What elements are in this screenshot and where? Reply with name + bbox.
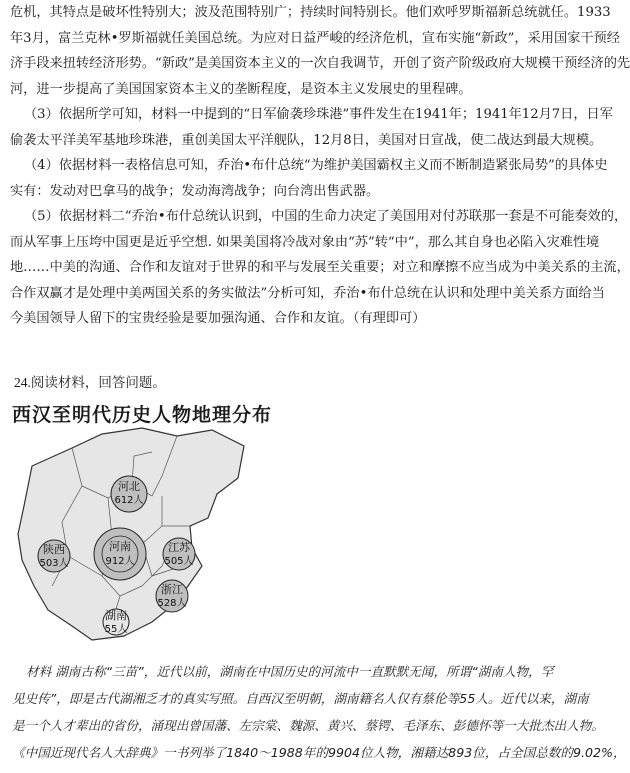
region-name: 浙江 (161, 583, 183, 596)
text-line: 危机，其特点是破坏性特别大；波及范围特别广；持续时间特别长。他们欢呼罗斯福新总统就任。1933 (10, 5, 611, 20)
text-line: 今美国领导人留下的宝贵经验是要加强沟通、合作和友谊。（有理即可） (10, 311, 426, 327)
text-line: （3）依据所学可知，材料一中提到的“日军偷袭珍珠港”事件发生在1941年；1941年12月7日，日军 (24, 107, 613, 122)
text-line: 《中国近现代名人大辞典》一书列举了1840～1988年的9904位人物，湘籍达893位，占全国总数的9.02%， (12, 745, 626, 760)
paragraph-item-4 (10, 153, 608, 204)
question-title: 24.阅读材料，回答问题。 (14, 375, 166, 390)
region-zhejiang (156, 580, 188, 612)
paragraph-new-deal (10, 0, 630, 102)
paragraph-item-5 (10, 204, 630, 332)
text-line: 材料 湖南古称“三苗”，近代以前，湖南在中国历史的河流中一直默默无闻，所谓“湖南人物，罕 (26, 664, 554, 679)
text-line: 是一个人才辈出的省份，涌现出曾国藩、左宗棠、魏源、黄兴、蔡锷、毛泽东、彭德怀等一大批杰出人物。 (12, 718, 604, 733)
text-line: 河，进一步提高了美国国家资本主义的垄断程度，是资本主义发展史的里程碑。 (10, 81, 472, 97)
material-paragraph (12, 658, 626, 766)
text-line: （4）依据材料一表格信息可知，乔治•布什总统“为维护美国霸权主义而不断制造紧张局势”的具体史 (24, 158, 608, 173)
text-line: 合作双赢才是处理中美两国关系的务实做法”分析可知，乔治•布什总统在认识和处理中美关系方面给当 (10, 285, 605, 301)
region-hebei (111, 476, 147, 512)
text-line: 而从军事上压垮中国更是近乎空想. 如果美国将冷战对象由“苏”转“中”，那么其自身也必陷入灾难性境 (10, 234, 600, 250)
region-name: 陕西 (43, 543, 65, 556)
region-count: 528人 (157, 598, 187, 609)
region-henan (94, 528, 146, 580)
region-count: 503人 (39, 558, 69, 569)
text-line: （5）依据材料二“乔治•布什总统认识到，中国的生命力决定了美国用对付苏联那一套是不可能奏效的， (24, 209, 628, 224)
region-count: 612人 (114, 495, 144, 506)
region-name: 河南 (109, 540, 131, 553)
region-count: 505人 (164, 556, 194, 567)
map-graphic (12, 426, 252, 648)
text-line: 地……中美的沟通、合作和友谊对于世界的和平与发展至关重要；对立和摩擦不应当成为中美关系的主流， (10, 260, 630, 276)
text-line: 济手段来扭转经济形势。“新政”是美国资本主义的一次自我调节，开创了资产阶级政府大规模干预经济的先 (10, 56, 630, 72)
paragraph-item-3 (10, 102, 613, 153)
text-line: 年3月，富兰克林•罗斯福就任美国总统。为应对日益严峻的经济危机，宣布实施“新政”，采用国家干预经 (10, 30, 620, 46)
region-name: 河北 (118, 480, 140, 493)
history-figures-map (12, 398, 273, 650)
region-count: 912人 (105, 556, 135, 567)
region-shaanxi (38, 540, 70, 572)
text-line: 偷袭太平洋美军基地珍珠港，重创美国太平洋舰队，12月8日，美国对日宣战，使二战达到最大规模。 (10, 132, 603, 148)
region-name: 湖南 (105, 609, 127, 622)
map-title: 西汉至明代历史人物地理分布 (12, 404, 273, 426)
region-jiangsu (163, 538, 195, 570)
region-count: 55人 (104, 624, 128, 635)
text-line: 实有：发动对巴拿马的战争；发动海湾战争；向台湾出售武器。 (10, 183, 380, 199)
region-hunan (103, 608, 129, 635)
region-name: 江苏 (168, 541, 190, 554)
text-line: 见史传”，即是古代湖湘乏才的真实写照。自西汉至明朝，湖南籍名人仅有蔡伦等55人。近代以来，湖南 (12, 691, 589, 706)
